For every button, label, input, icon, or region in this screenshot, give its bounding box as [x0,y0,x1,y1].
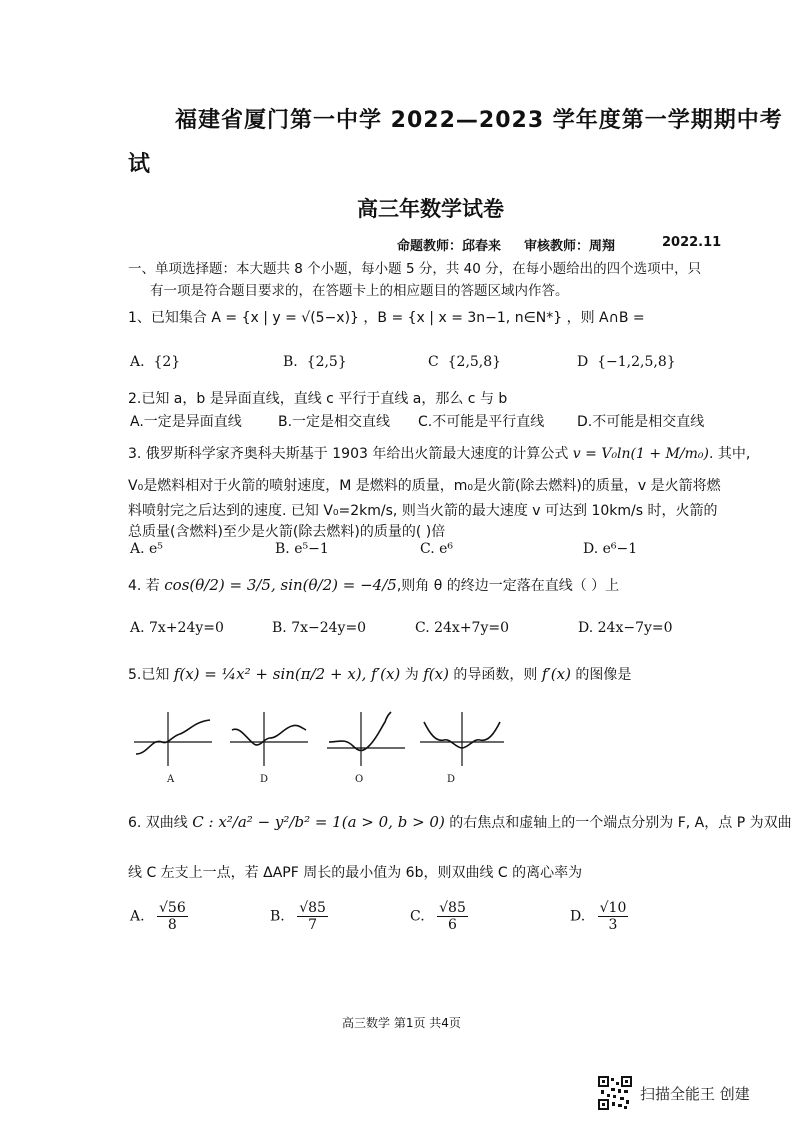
q4-option-d: D. 24x−7y=0 [578,620,673,636]
q1-option-d: D {−1,2,5,8} [577,354,676,370]
q6-line2: 线 C 左支上一点，若 ΔAPF 周长的最小值为 6b，则双曲线 C 的离心率为 [128,865,583,881]
q5-graph-b [228,708,314,770]
q3-option-c: C. e⁶ [420,541,454,557]
q3-option-d: D. e⁶−1 [583,541,638,557]
q6-option-d: D. $\frac{√10}{3}$ [570,900,627,933]
q5-graph-a-label: A [167,774,175,785]
section1-line2: 有一项是符合题目要求的，在答题卡上的相应题目的答题区域内作答。 [150,283,569,299]
q5-graph-b-label: D [260,774,269,785]
exam-date: 2022.11 [662,235,722,250]
q5-graph-a [132,708,218,770]
q3-line1: 3. 俄罗斯科学家齐奥科夫斯基于 1903 年给出火箭最大速度的计算公式 v = V₀ln(1 + M/m₀). 其中, [128,446,751,462]
q6-line1: 6. 双曲线 C : x²/a² − y²/b² = 1(a > 0, b > 0) 的右焦点和虚轴上的一个端点分别为 F, A，点 P 为双曲 [128,813,792,831]
q1-option-a: A. {2} [130,354,181,370]
q3-line3: 料喷射完之后达到的速度. 已知 V₀=2km/s, 则当火箭的最大速度 v 可达到 10km/s 时，火箭的 [128,503,718,519]
q2-option-c: C.不可能是平行直线 [418,414,545,430]
section1-line1: 一、单项选择题：本大题共 8 个小题，每小题 5 分，共 40 分，在每小题给出的四个选项中，只 [128,261,702,277]
q2-option-a: A.一定是异面直线 [130,414,242,430]
q1-option-c: C {2,5,8} [428,354,502,370]
q4-stem: 4. 若 cos(θ/2) = 3/5, sin(θ/2) = −4/5,则角 θ 的终边一定落在直线（ ）上 [128,576,620,594]
exam-subtitle: 高三年数学试卷 [357,197,504,221]
q2-stem: 2.已知 a，b 是异面直线，直线 c 平行于直线 a，那么 c 与 b [128,391,508,407]
q5-stem: 5.已知 f(x) = ¼x² + sin(π/2 + x), f′(x) 为 f(x) 的导函数，则 f′(x) 的图像是 [128,665,632,683]
exam-title-line1: 福建省厦门第一中学 2022—2023 学年度第一学期期中考 [175,108,783,133]
q3-option-a: A. e⁵ [130,541,163,557]
q5-graph-d [418,708,508,770]
exam-title-line2: 试 [128,152,152,177]
q1-option-b: B. {2,5} [283,354,347,370]
author: 命题教师：邱春来 [397,239,502,254]
page-footer: 高三数学 第1页 共4页 [342,1016,461,1030]
q5-graph-d-label: D [447,774,456,785]
q6-option-a: A. $\frac{√56}{8}$ [130,900,186,933]
q3-option-b: B. e⁵−1 [275,541,329,557]
q2-option-b: B.一定是相交直线 [278,414,391,430]
q6-option-b: B. $\frac{√85}{7}$ [270,900,326,933]
q5-graph-c-label: O [355,774,364,785]
q2-option-d: D.不可能是相交直线 [577,414,705,430]
q4-option-b: B. 7x−24y=0 [272,620,367,636]
qr-code-icon [598,1076,632,1110]
q6-option-c: C. $\frac{√85}{6}$ [410,900,466,933]
reviewer: 审核教师：周翔 [524,239,616,254]
q4-option-a: A. 7x+24y=0 [130,620,224,636]
q4-option-c: C. 24x+7y=0 [415,620,510,636]
q3-line4: 总质量(含燃料)至少是火箭(除去燃料)的质量的( )倍 [128,524,446,540]
scanner-watermark: 扫描全能王 创建 [640,1085,750,1103]
q1-stem: 1、已知集合 A = {x | y = √(5−x)} ，B = {x | x = 3n−1, n∈N*} ，则 A∩B = [128,310,645,326]
q5-graph-c [325,708,411,770]
q3-line2: V₀是燃料相对于火箭的喷射速度，M 是燃料的质量，m₀是火箭(除去燃料)的质量，v 是火箭将燃 [128,478,721,494]
